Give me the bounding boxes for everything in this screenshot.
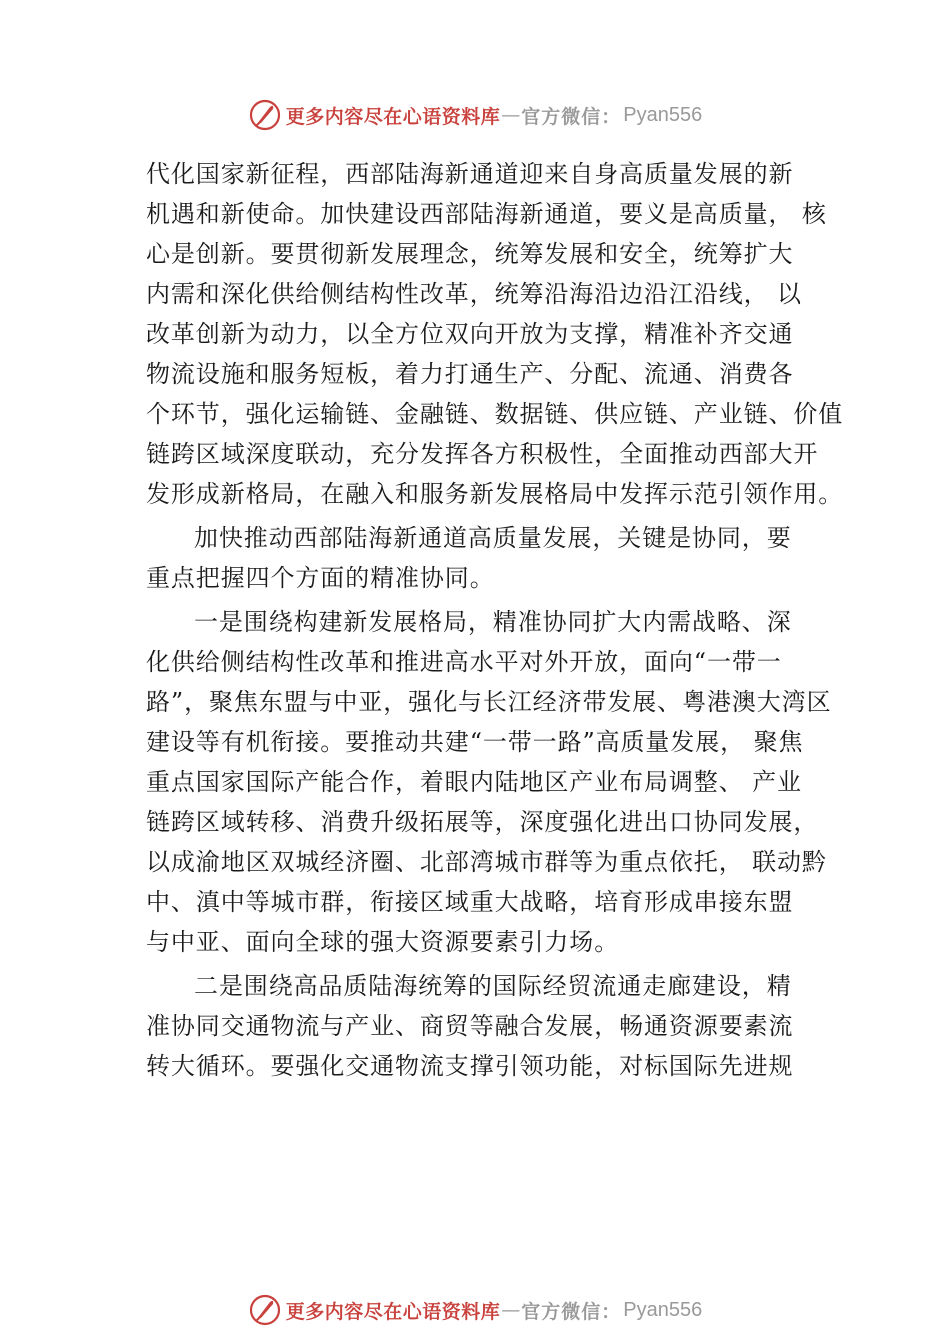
text-line: 路”，聚焦东盟与中亚，强化与长江经济带发展、粤港澳大湾区	[146, 688, 832, 716]
text-line: 改革创新为动力，以全方位双向开放为支撑，精准补齐交通	[146, 320, 794, 348]
quill-pen-circle-icon	[248, 1293, 282, 1327]
text-line: 内需和深化供给侧结构性改革，统筹沿海沿边沿江沿线， 以	[146, 280, 802, 308]
text-line: 准协同交通物流与产业、商贸等融合发展，畅通资源要素流	[146, 1012, 794, 1040]
text-line: 发形成新格局，在融入和服务新发展格局中发挥示范引领作用。	[146, 480, 844, 508]
text-line: 中、滇中等城市群，衔接区域重大战略，培育形成串接东盟	[146, 888, 794, 916]
quill-pen-circle-icon	[248, 98, 282, 132]
text-line: 链跨区域转移、消费升级拓展等，深度强化进出口协同发展，	[146, 808, 819, 836]
paragraph-p4	[146, 966, 810, 1086]
watermark-account: Pyan556	[623, 1298, 703, 1321]
text-line: 重点国家国际产能合作，着眼内陆地区产业布局调整、 产业	[146, 768, 802, 796]
text-line: 物流设施和服务短板，着力打通生产、分配、流通、消费各	[146, 360, 794, 388]
text-line: 一是围绕构建新发展格局，精准协同扩大内需战略、深	[194, 608, 792, 636]
document-body	[146, 154, 844, 1086]
text-line: 机遇和新使命。加快建设西部陆海新通道，要义是高质量， 核	[146, 200, 827, 228]
watermark-dash: —	[501, 104, 521, 126]
text-line: 代化国家新征程，西部陆海新通道迎来自身高质量发展的新	[146, 160, 794, 188]
text-line: 与中亚、面向全球的强大资源要素引力场。	[146, 928, 620, 956]
text-line: 建设等有机衔接。要推动共建“一带一路”高质量发展， 聚焦	[146, 728, 804, 756]
paragraph-p1	[146, 154, 844, 514]
watermark-dash: —	[501, 1299, 521, 1321]
watermark-brand: 更多内容尽在心语资料库	[285, 105, 501, 128]
text-line: 转大循环。要强化交通物流支撑引领功能，对标国际先进规	[146, 1052, 794, 1080]
paragraph-p2	[146, 518, 810, 598]
text-line: 个环节，强化运输链、金融链、数据链、供应链、产业链、价值	[146, 400, 844, 428]
watermark-channel: 官方微信：	[521, 1300, 622, 1323]
text-line: 心是创新。要贯彻新发展理念，统筹发展和安全，统筹扩大	[146, 240, 794, 268]
text-line: 链跨区域深度联动，充分发挥各方积极性，全面推动西部大开	[146, 440, 819, 468]
watermark-channel: 官方微信：	[521, 105, 622, 128]
text-line: 二是围绕高品质陆海统筹的国际经贸流通走廊建设，精	[194, 972, 792, 1000]
watermark-brand: 更多内容尽在心语资料库	[285, 1300, 501, 1323]
footer-watermark	[0, 1290, 950, 1330]
text-line: 以成渝地区双城经济圈、北部湾城市群等为重点依托， 联动黔	[146, 848, 827, 876]
paragraph-p3	[146, 602, 832, 962]
text-line: 化供给侧结构性改革和推进高水平对外开放，面向“一带一	[146, 648, 782, 676]
text-line: 加快推动西部陆海新通道高质量发展，关键是协同，要	[194, 524, 792, 552]
header-watermark	[0, 95, 950, 135]
watermark-account: Pyan556	[623, 103, 703, 126]
text-line: 重点把握四个方面的精准协同。	[146, 564, 495, 592]
